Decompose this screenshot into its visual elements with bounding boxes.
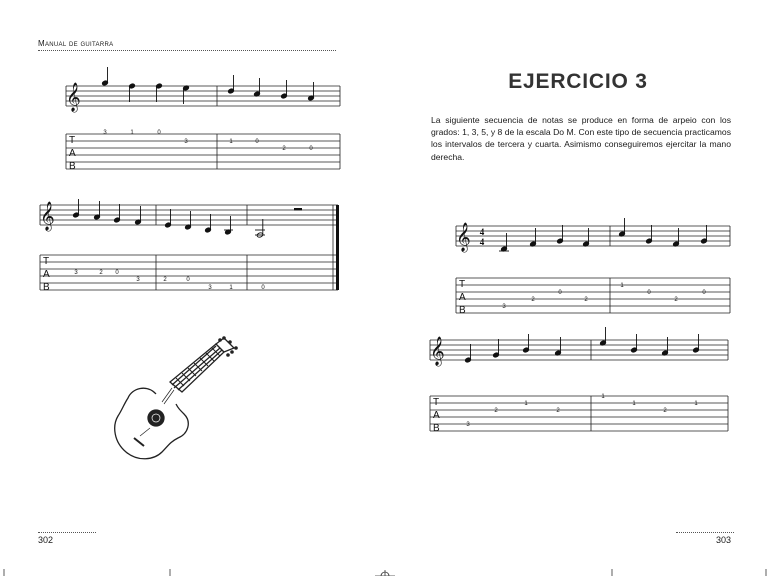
treble-clef: 𝄞 [430,336,445,365]
tab-number: 0 [115,270,119,276]
tab-letter-b: B [43,282,50,293]
left-score-system-1 [62,78,346,173]
page-number: 303 [716,535,732,545]
page-number-rule [676,532,734,533]
tab-number: 0 [558,290,562,296]
tab-letter-t: T [459,279,466,290]
tab-number: 3 [74,270,78,276]
tab-number: 2 [663,408,667,414]
tab-number: 1 [229,285,233,291]
tab-number: 1 [601,394,605,400]
tab-number: 1 [524,401,528,407]
tab-number: 3 [466,422,470,428]
tab-number: 3 [103,130,107,136]
tab-number: 0 [186,277,190,283]
tab-number: 0 [261,285,265,291]
guitar-illustration [112,338,238,466]
tab-number: 0 [702,290,706,296]
right-score-system-1 [454,216,734,316]
exercise-title: EJERCICIO 3 [508,70,648,93]
tab-number: 1 [620,283,624,289]
tab-number: 1 [632,401,636,407]
tab-number: 3 [184,139,188,145]
left-score-system-2 [38,197,348,292]
right-score-system-2 [428,330,734,434]
tab-letter-a: A [433,410,440,421]
tab-letter-b: B [433,423,440,434]
tab-letter-t: T [433,397,440,408]
tab-number: 2 [99,270,103,276]
print-registration-marks [0,566,771,576]
left-page [0,0,385,576]
tab-letter-t: T [43,256,50,267]
tab-letter-a: A [43,269,50,280]
tab-letter-a: A [459,292,466,303]
tab-letter-b: B [459,305,466,316]
running-head: Manual de guitarra [38,39,114,48]
time-signature-top: 4 [479,227,485,237]
tab-number: 3 [208,285,212,291]
tab-number: 1 [694,401,698,407]
tab-letter-a: A [69,148,76,159]
tab-letter-t: T [69,135,76,146]
tab-number: 2 [556,408,560,414]
right-page [386,0,771,576]
tab-number: 2 [163,277,167,283]
tab-letter-b: B [69,161,76,172]
tab-number: 1 [130,130,134,136]
tab-number: 0 [255,139,259,145]
header-rule [38,50,336,51]
tab-number: 2 [674,297,678,303]
page-number: 302 [38,535,54,545]
treble-clef: 𝄞 [40,201,55,230]
tab-number: 0 [157,130,161,136]
treble-clef: 𝄞 [66,82,81,111]
tab-number: 2 [494,408,498,414]
page-number-rule [38,532,96,533]
time-signature-bottom: 4 [479,237,485,247]
treble-clef: 𝄞 [456,222,471,251]
tab-number: 0 [309,146,313,152]
tab-number: 1 [229,139,233,145]
tab-number: 3 [136,277,140,283]
tab-number: 2 [531,297,535,303]
tab-number: 0 [647,290,651,296]
tab-number: 3 [502,304,506,310]
exercise-description: La siguiente secuencia de notas se produce en forma de arpeio con los grados: 1, 3, 5, y 8 de la escala Do M. Con este tipo de secuencia practicamos los intervalos de tercera y cuarta. Asimismo conseguiremos ejercitar la mano derecha. [431,115,731,162]
tab-number: 2 [584,297,588,303]
tab-number: 2 [282,146,286,152]
